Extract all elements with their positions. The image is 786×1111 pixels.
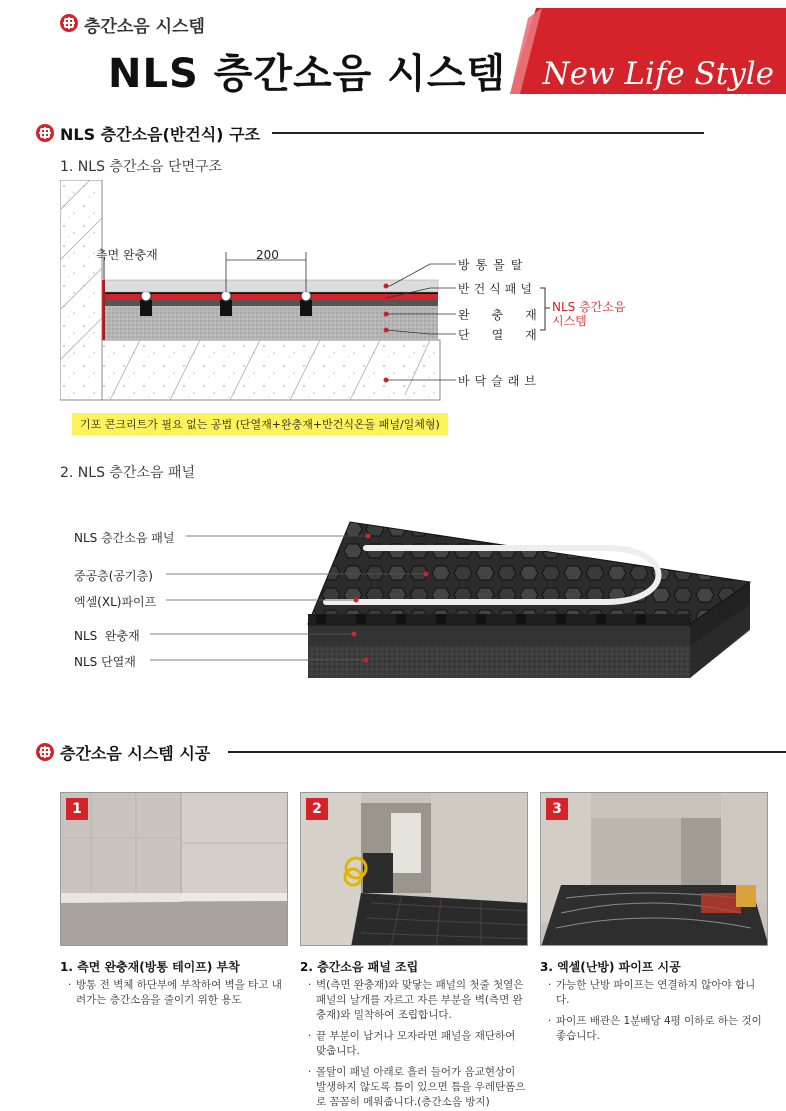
group-bracket [540,286,550,332]
label-layer-cushion: 완충재 [458,308,559,322]
step-3-text: · 파이프 배관은 1분배당 4평 이하로 하는 것이 좋습니다. [546,1014,766,1044]
label-nls-insulation: NLS 단열재 [74,655,136,669]
section-divider [228,751,786,753]
label-air-layer: 중공층(공기층) [74,569,153,583]
method-note: 기포 콘크리트가 필요 없는 공법 (단열재+완충재+반건식온돌 패널/일체형) [72,413,448,435]
page-title: NLS 층간소음 시스템 [108,51,507,97]
step-2-body [306,978,526,1111]
step-badge: 3 [546,798,568,820]
label-layer-mortar: 방통몰탈 [458,258,529,272]
step-2-title: 2. 층간소음 패널 조립 [300,960,419,974]
step-badge: 1 [66,798,88,820]
step-1-title: 1. 측면 완충재(방통 테이프) 부착 [60,960,240,974]
construction-photo-3 [540,792,768,946]
header-subtitle: 층간소음 시스템 [84,17,205,37]
label-nls-system-line1: NLS 층간소음 [552,300,626,314]
section-title-structure: NLS 층간소음(반건식) 구조 [60,125,260,144]
construction-photo-1 [60,792,288,946]
step-3-body [546,978,766,1050]
label-layer-panel: 반건식패널 [458,282,536,296]
label-panel: NLS 층간소음 패널 [74,531,175,545]
label-xl-pipe: 엑셀(XL)파이프 [74,595,157,609]
label-floor-slab: 바닥슬래브 [458,374,541,388]
panel-leader-lines [0,520,440,670]
construction-photo-2 [300,792,528,946]
section-divider [272,132,704,134]
step-2-text: · 끝 부분이 남거나 모자라면 패널을 재단하여 맞춥니다. [306,1029,526,1059]
step-3-title: 3. 엑셀(난방) 파이프 시공 [540,960,681,974]
section-title-construction: 층간소음 시스템 시공 [60,744,211,763]
label-nls-system-line2: 시스템 [552,314,587,328]
section-bullet-icon [36,124,54,142]
step-2-text: · 벽(측면 완충재)와 맞닿는 패널의 첫줄 첫열은 패널의 날개를 자르고 자른 부분을 벽(측면 완충재)와 밀착하여 조립합니다. [306,978,526,1023]
section-bullet-icon [36,743,54,761]
label-nls-cushion: NLS 완충재 [74,629,140,643]
step-3-text: · 가능한 난방 파이프는 연결하지 않아야 합니다. [546,978,766,1008]
step-1-text: · 방통 전 벽체 하단부에 부착하여 벽을 타고 내려가는 층간소음을 줄이기 위한 용도 [66,978,286,1008]
step-badge: 2 [306,798,328,820]
step-2-text: · 몰탈이 패널 아래로 흘러 들어가 음교현상이 발생하지 않도록 틈이 있으면 틈을 우레탄폼으로 꼼꼼히 메워줍니다.(층간소음 방지) [306,1065,526,1110]
brand-logo-icon [60,14,78,32]
label-dimension: 200 [256,248,279,262]
label-layer-insulation: 단열재 [458,328,559,342]
label-side-cushion: 측면 완충재 [96,248,158,262]
subsection-title-panel: 2. NLS 층간소음 패널 [60,465,196,481]
subsection-title-cross-section: 1. NLS 층간소음 단면구조 [60,159,223,175]
step-1-body [66,978,286,1014]
banner-slogan: New Life Style [542,56,774,92]
